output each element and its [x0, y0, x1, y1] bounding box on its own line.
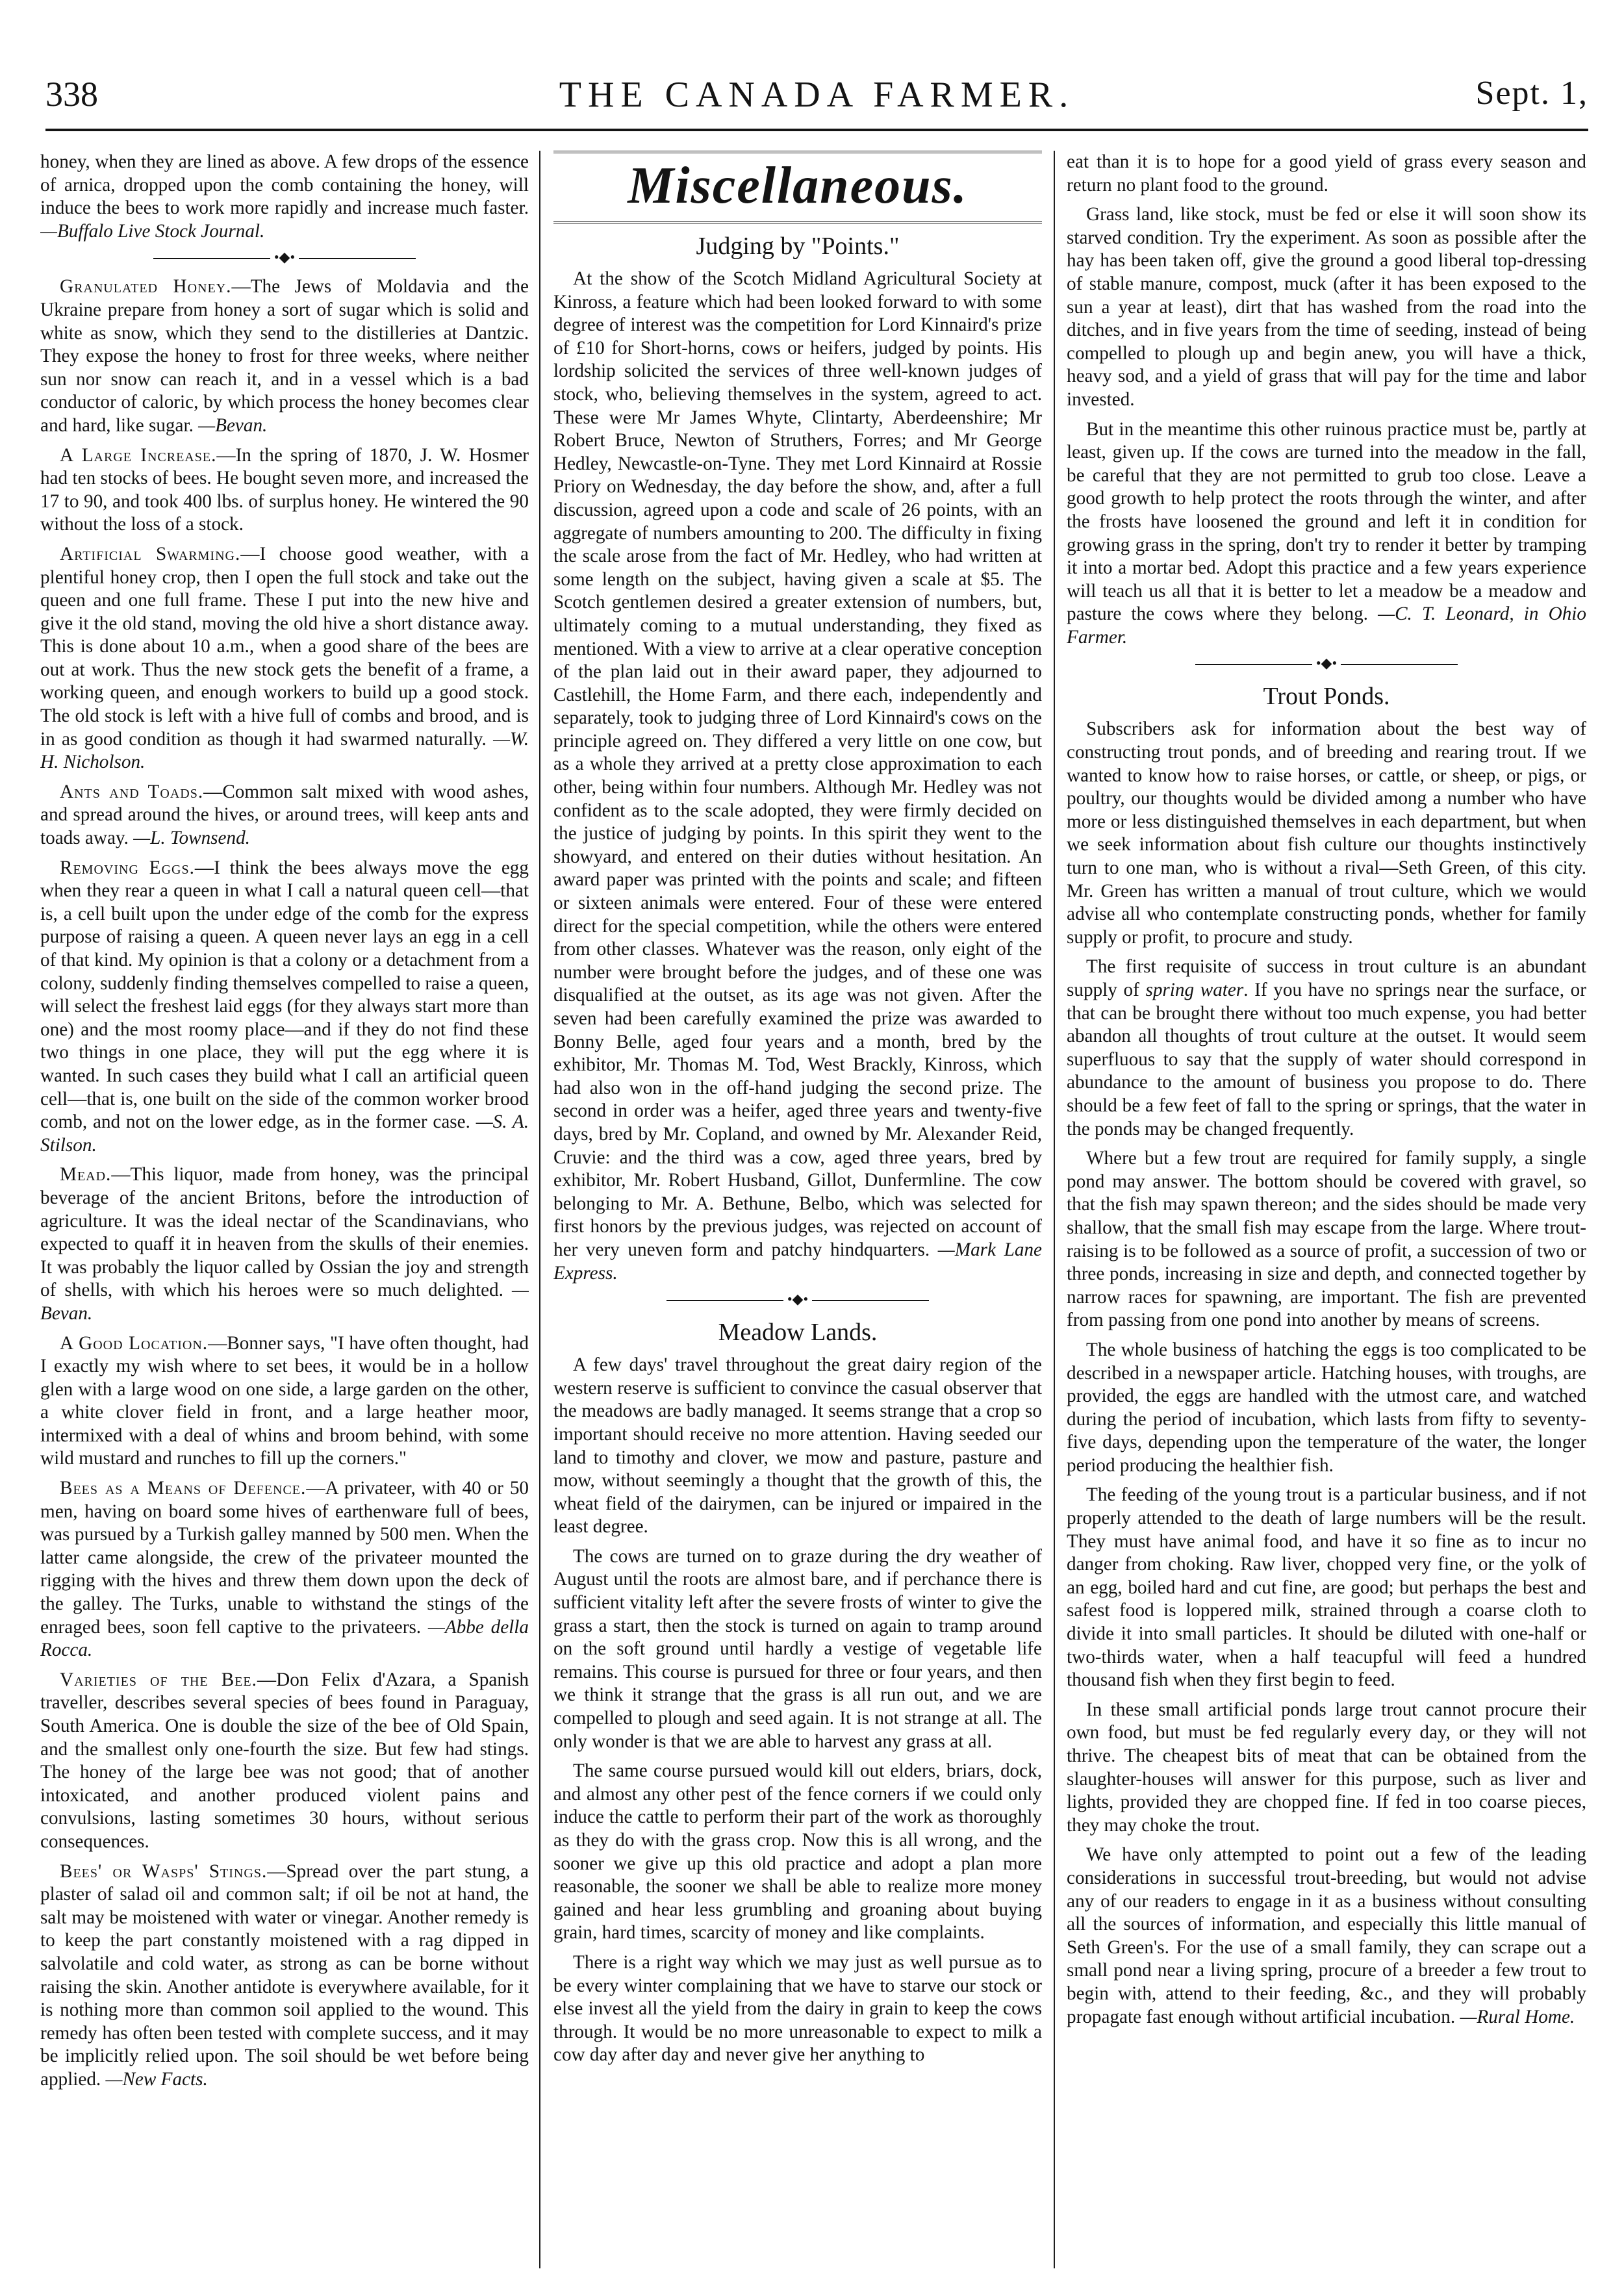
paragraph: There is a right way which we may just as well pursue as to be every winter complaining that we have to starve our stock or else invest all the yield from the dairy in grain to keep the cows through. It would be no more unreasonable to expect to milk a cow day after day and never give her anything to: [553, 1951, 1042, 2066]
paragraph-lead: Ants and Toads.: [60, 781, 204, 802]
column-middle: [553, 151, 1042, 2275]
section-heading: Miscellaneous.: [553, 151, 1042, 223]
article-title: Meadow Lands.: [718, 1319, 878, 1347]
paragraph: [553, 268, 1042, 1285]
paragraph: [40, 781, 529, 850]
paragraph: The feeding of the young trout is a particular business, and if not properly attended to the death of large numbers will be the result. They must have animal food, and have it so fine as to incur no danger from choking. Raw liver, chopped very fine, or the yolk of an egg, boiled hard and cut fine, are good; but perhaps the best and safest food is loppered milk, strained through a coarse cloth to divide it into small particles. It should be diluted with one-half or two-thirds water, when a half teacupful will feed a hundred thousand fish when they first begin to feed.: [1067, 1484, 1586, 1691]
paragraph: [40, 1669, 529, 1854]
paragraph-text: —I think the bees always move the egg when they rear a queen in what I call a natural queen cell—that is, a cell built upon the under edge of the comb for the express purpose of raising a queen. A queen never lays an egg in a cell of that kind. My opinion is that a colony or a detachment from a colony, suddenly finding themselves compelled to raise a queen, will select the freshest laid eggs (for they always start more than one) and the most roomy place—and if they do not find these two things in one place, they will put the egg where it is wanted. In such cases they build what I call an artificial queen cell—that is, one built on the side of the common worker brood comb, and not on the lower edge, as in the former case.: [40, 857, 529, 1133]
paragraph-lead: Mead.: [60, 1164, 112, 1185]
source-credit: —Bevan.: [40, 1280, 529, 1324]
paragraph-text: —This liquor, made from honey, was the principal beverage of the ancient Britons, before the introduction of agriculture. It was the ideal nectar of the Scandinavians, who expected to quaff it in heaven from the skulls of their enemies. It was probably the liquor called by Ossian the joy and strength of shells, with which his heroes were so much delighted.: [40, 1164, 529, 1301]
paragraph: [40, 444, 529, 537]
source-credit: —Rural Home.: [1460, 2006, 1575, 2027]
separator: •◆•: [40, 249, 529, 265]
paragraph: [40, 275, 529, 437]
column-right: [1067, 151, 1586, 2275]
paragraph: Grass land, like stock, must be fed or else it will soon show its starved condition. Try the experiment. As soon as possible after the hay has been taken off, give the ground a good liberal top-dressing of stable manure, compost, muck (after it has been exposed to the sun a year at least), dirt that has washed from the road into the ditches, and in five years from the time of seeding, instead of being compelled to plough up and begin anew, you will have a thick, heavy sod, and a yield of grass that will pay for the time and labor invested.: [1067, 204, 1586, 410]
article-title: Judging by "Points.": [696, 233, 900, 260]
paragraph-lead: Removing Eggs.: [60, 857, 195, 878]
paragraph-text: The first requisite of success in trout culture is an abundant supply of: [1067, 956, 1586, 1000]
paragraph-text: But in the meantime this other ruinous practice must be, partly at least, given up. If the cows are turned into the meadow in the fall, be careful that they are not permitted to grub too close. Leave a good growth to help protect the roots through the winter, and after the frosts have loosened the ground and left it in condition for growing grass in the spring, don't try to render it better by tramping it into a mortar bed. Adopt this practice and a few years experience will teach us all that it is better to let a meadow be a meadow and pasture the cows where they belong.: [1067, 418, 1586, 625]
paragraph: [40, 1163, 529, 1325]
column-left: [40, 151, 529, 2275]
paragraph: [1067, 956, 1586, 1141]
paragraph: In these small artificial ponds large trout cannot procure their own food, but must be fed regularly every day, or they will not thrive. The cheapest bits of meat that can be obtained from the slaughter-houses will answer for this purpose, such as liver and lights, provided they are chopped fine. If fed in too coarse pieces, they may choke the trout.: [1067, 1699, 1586, 1836]
newspaper-title: THE CANADA FARMER.: [559, 75, 1075, 115]
paragraph: [40, 151, 529, 243]
paragraph: The same course pursued would kill out elders, briars, dock, and almost any other pest of the fence corners if we could only induce the cattle to perform their part of the work as thoroughly as they do with the grass crop. Now this is all wrong, and the sooner we give up this old practice and adopt a plan more reasonable, the sooner we shall be able to realize more money gained and hear less grumbling and groaning about buying grain, hard times, scarcity of money and like complaints.: [553, 1760, 1042, 1944]
paragraph: eat than it is to hope for a good yield of grass every season and return no plant food to the ground.: [1067, 151, 1586, 196]
paragraph-text: honey, when they are lined as above. A few drops of the essence of arnica, dropped upon the comb containing the honey, will induce the bees to work more rapidly and increase much faster.: [40, 151, 529, 219]
source-credit: —Bevan.: [198, 414, 268, 436]
paragraph: A few days' travel throughout the great dairy region of the western reserve is sufficient to convince the casual observer that the meadows are badly managed. It seems strange that a crop so important should receive no more attention. Having seeded our land to timothy and clover, we mow and pasture, pasture and mow, without seemingly a thought that the growth of this, the wheat field of the dairymen, can be injured or impaired in the least degree.: [553, 1354, 1042, 1538]
paragraph-lead: Granulated Honey.: [60, 276, 232, 298]
column-rule: [1054, 151, 1055, 2268]
paragraph-text: —I choose good weather, with a plentiful honey crop, then I open the full stock and take out the queen and one full frame. These I put into the new hive and give it the old stand, moving the old hive a short distance away. This is done about 10 a.m., when a good share of the bees are out at work. Thus the new stock gets the benefit of a frame, a working queen, and enough workers to build up a good stock. The old stock is left with a hive full of combs and brood, and is in as good condition as though it had swarmed naturally.: [40, 543, 529, 750]
paragraph-text: We have only attempted to point out a few of the leading considerations in successful trout-breeding, but would not advise any of our readers to engage in it as a business without consulting all the sources of information, and especially this little manual of Seth Green's. For the use of a small family, they can scrape out a small pond near a living spring, procure of a breeder a few trout to begin with, attend to their feeding, &c., and they will probably propagate fast enough without artificial incubation.: [1067, 1844, 1586, 2027]
paragraph: [40, 1860, 529, 2092]
paragraph-text: —The Jews of Moldavia and the Ukraine prepare from honey a sort of sugar which is solid and white as snow, which they send to the distilleries at Dantzic. They expose the honey to frost for three weeks, where neither sun nor snow can reach it, and in a vessel which is a bad conductor of caloric, by which process the honey becomes clear and hard, like sugar.: [40, 276, 529, 436]
paragraph: The whole business of hatching the eggs is too complicated to be described in a newspaper article. Hatching houses, with troughs, are provided, the eggs are handled with the utmost care, and watched during the period of incubation, which lasts from fifty to seventy-five days, depending upon the temperature of the water, the longer period producing the healthier fish.: [1067, 1339, 1586, 1476]
paragraph-text: —Bonner says, "I have often thought, had I exactly my wish where to set bees, it would be in a hollow glen with a large wood on one side, a large garden on the other, a white clover field in front, and a large heather moor, intermixed with a deal of whins and broom behind, with some wild mustard and runches to fill up the corners.": [40, 1332, 529, 1469]
paragraph: [40, 857, 529, 1158]
source-credit: —Mark Lane Express.: [553, 1239, 1042, 1284]
paragraph-lead: Artificial Swarming.: [60, 543, 241, 564]
paragraph-lead: Bees as a Means of Defence.: [60, 1478, 307, 1499]
separator: •◆•: [553, 1291, 1042, 1307]
paragraph: [40, 1332, 529, 1471]
masthead: [45, 70, 1588, 131]
article-title: Trout Ponds.: [1263, 683, 1390, 711]
issue-date: Sept. 1,: [1475, 75, 1588, 112]
column-rule: [539, 151, 540, 2268]
paragraph-text: —Spread over the part stung, a plaster of salad oil and common salt; if oil be not at hand, the salt may be moistened with water or vinegar. Another remedy is to keep the part constantly moistened with a rag dipped in salvolatile and cold water, as strong as can be borne without raising the skin. Another antidote is everywhere available, for it is nothing more than common soil applied to the wound. This remedy has often been tested with complete success, and it may be implicitly relied upon. The soil should be wet before being applied.: [40, 1860, 529, 2090]
paragraph: Where but a few trout are required for family supply, a single pond may answer. The bottom should be covered with gravel, so that the fish may spawn thereon; and the sides should be made very shallow, that the small fish may escape from the large. Where trout-raising is to be followed as a source of profit, a succession of two or three ponds, increasing in size and depth, and connected together by narrow races for spawning, are important. The fish are prevented from passing from one pond into another by means of screens.: [1067, 1148, 1586, 1331]
source-credit: —L. Townsend.: [133, 828, 250, 849]
paragraph-text: —Common salt mixed with wood ashes, and spread around the hives, or around trees, will keep ants and toads away.: [40, 781, 529, 849]
paragraph-text: —Don Felix d'Azara, a Spanish traveller, describes several species of bees found in Paraguay, South America. One is double the size of the bee of Old Spain, and the smallest only one-fourth the size. But few had stings. The honey of the large bee was not good; that of another intoxicated, and another produced violent pains and convulsions, lasting sometimes 30 hours, without serious consequences.: [40, 1669, 529, 1852]
paragraph-lead: Varieties of the Bee.: [60, 1669, 257, 1690]
paragraph-lead: A Large Increase.: [60, 444, 217, 466]
source-credit: —C. T. Leonard, in Ohio Farmer.: [1067, 603, 1586, 648]
paragraph: [40, 543, 529, 774]
source-credit: —W. H. Nicholson.: [40, 728, 529, 773]
emphasis-text: spring water: [1145, 980, 1244, 1000]
paragraph-lead: A Good Location.: [60, 1332, 209, 1354]
separator: •◆•: [1067, 655, 1586, 671]
source-credit: —Buffalo Live Stock Journal.: [40, 220, 265, 242]
source-credit: —Abbe della Rocca.: [40, 1616, 529, 1661]
paragraph: [1067, 418, 1586, 650]
paragraph-text: At the show of the Scotch Midland Agricultural Society at Kinross, a feature which had been looked forward to with some degree of interest was the competition for Lord Kinnaird's prize of £10 for Short-horns, cows or heifers, judged by points. His lordship solicited the services of three well-known judges of stock, who, believing themselves in the system, agreed to act. These were Mr James Whyte, Clintarty, Aberdeenshire; Mr Robert Bruce, Newton of Struthers, Forres; and Mr George Hedley, Newcastle-on-Tyne. They met Lord Kinnaird at Rossie Priory on Wednesday, the day before the show, and, after a full discussion, agreed upon a code and scale of 26 points, with an aggregate of numbers amounting to 200. The difficulty in fixing the scale arose from the fact of Mr. Hedley, who had written at some length on the subject, having given a scale at $5. The Scotch gentlemen desired a greater extension of numbers, but, ultimately coming to a mutual understanding, they fixed as mentioned. With a view to arrive at a clear operative conception of the plan laid out in their award paper, they adjourned to Castlehill, the Home Farm, and there each, independently and separately, took to judging three of Lord Kinnaird's cows on the principle agreed on. They differed a very little on one cow, but as a whole they arrived at a pretty close approximation to each other, being within four numbers. Although Mr. Hedley was not confident as to the scale adopted, they were firmly decided on the justice of judging by points. In this spirit they went to the showyard, and entered on their duties without hesitation. An award paper was printed with the points and scale; and fifteen or sixteen animals were entered. Four of these were entered direct for the special competition, while the others were entered from other classes. Whatever was the reason, only eight of the number were brought before the judges, and of these one was disqualified at the outset, as its age was not given. After the seven had been carefully examined the prize was awarded to Bonny Belle, aged four years and a month, bred by the exhibitor, Mr. Thomas M. Tod, West Brackly, Kinross, which had also won in the off-hand judging the second prize. The second in order was a heifer, aged three years and twenty-five days, bred by Mr. Copland, and owned by Mr. Alexander Reid, Cruvie: and the third was a cow, aged three years, bred by exhibitor, Mr. Robert Husband, Gillot, Dunfermline. The cow belonging to Mr. A. Bethune, Belbo, which was selected for first honors by the previous judges, was rejected on account of her very uneven form and patchy hindquarters.: [553, 268, 1042, 1260]
paragraph: [1067, 1844, 1586, 2029]
paragraph-lead: Bees' or Wasps' Stings.: [60, 1860, 268, 1882]
paragraph: Subscribers ask for information about the best way of constructing trout ponds, and of breeding and rearing trout. If we wanted to know how to raise horses, or cattle, or sheep, or pigs, or poultry, our thoughts would be divided among a number who have more or less distinguished themselves in each department, but when we seek information about fish culture our thoughts instinctively turn to one man, who is without a rival—Seth Green, of this city. Mr. Green has written a manual of trout culture, which we would advise all who contemplate constructing ponds, whether for family supply or profit, to procure and study.: [1067, 718, 1586, 948]
paragraph: [40, 1477, 529, 1662]
paragraph-text: —In the spring of 1870, J. W. Hosmer had ten stocks of bees. He bought seven more, and increased the 17 to 90, and took 400 lbs. of surplus honey. He wintered the 90 without the loss of a stock.: [40, 444, 529, 535]
source-credit: —S. A. Stilson.: [40, 1111, 529, 1156]
source-credit: —New Facts.: [105, 2068, 208, 2090]
paragraph: The cows are turned on to graze during the dry weather of August until the roots are almost bare, and if perchance there is sufficient vitality left after the severe frosts of winter to give the grass a start, then the stock is turned on again to tramp around on the soft ground until hardly a vestige of vegetable life remains. This course is pursued for three or four years, and then we think it strange that the grass is all run out, and we are compelled to plough and seed again. It is not strange at all. The only wonder is that we are able to harvest any grass at all.: [553, 1545, 1042, 1752]
paragraph-text: . If you have no springs near the surface, or that can be brought there without too much expense, you had better abandon all thoughts of trout culture at the outset. It would seem superfluous to say that the supply of water should correspond in abundance to the amount of business you propose to do. There should be a few feet of fall to the spring or springs, that the water in the ponds may be changed frequently.: [1067, 980, 1586, 1139]
paragraph-text: —A privateer, with 40 or 50 men, having on board some hives of earthenware full of bees, was pursued by a Turkish galley manned by 500 men. When the latter came alongside, the crew of the privateer mounted the rigging with the hives and threw them down upon the deck of the galley. The Turks, unable to withstand the stings of the enraged bees, soon fell captive to the privateers.: [40, 1478, 529, 1638]
page-number: 338: [45, 75, 98, 114]
